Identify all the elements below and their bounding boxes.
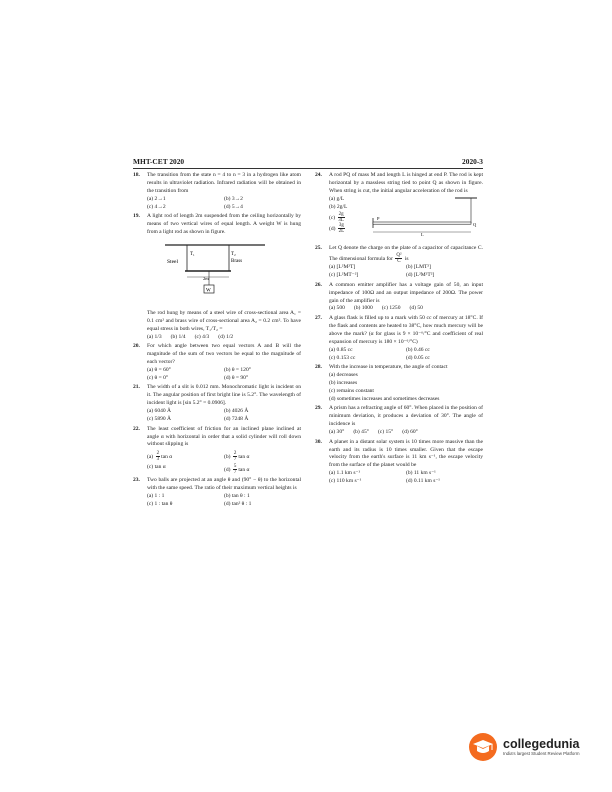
- option-d: (d) [L²M²T²]: [406, 272, 435, 279]
- length-label: L: [421, 231, 424, 237]
- header-rule: [133, 168, 483, 169]
- option-c: (c) [L²MT⁻²]: [329, 272, 359, 279]
- option-b: (b) 2g/L: [329, 203, 348, 210]
- page-number: 2020-3: [462, 157, 483, 166]
- point-q-label: Q: [473, 221, 477, 227]
- question-text-2: The rod hung by means of a steel wire of cross-sectional area A₁ = 0.1 cm² and brass wire of cross-sectional area A₂ = 0.2 cm². To have equal stress in both wires, T₁/T₂ =: [147, 309, 301, 332]
- option-c: (c) 4/3: [194, 333, 210, 340]
- right-column: [315, 172, 483, 488]
- option-c: (c) tan α: [147, 464, 166, 471]
- question-text: A glass flask is filled up to a mark with 50 cc of mercury at 18°C. If the flask and contents are heated to 38°C, how much mercury will be above the mark? (α for glass is 9 × 10⁻⁶/°C and coefficient of real expansion of mercury is 180 × 10⁻⁶/°C): [329, 315, 483, 345]
- option-d: (d) 50: [409, 305, 423, 312]
- steel-label: Steel: [167, 258, 178, 265]
- question-28: 28. With the increase in temperature, the angle of contact (a) decreases (b) increases (c) remains constant (d) sometimes increases and sometimes decreases: [315, 364, 483, 404]
- option-a: (a) [L²M²T]: [329, 264, 356, 271]
- option-a: (a) 500: [329, 305, 345, 312]
- brand-tagline: India's largest Student Review Platform: [503, 750, 580, 756]
- question-text: A light rod of length 2m suspended from the ceiling horizontally by means of two vertical wires of equal length. A weight W is hung from a light rod as shown in figure.: [147, 213, 301, 236]
- question-27: 27. A glass flask is filled up to a mark with 50 cc of mercury at 18°C. If the flask and contents are heated to 38°C, how much mercury will be above the mark? (α for glass is 9 × 10⁻⁶/°C and coefficient of real expansion of mercury is 180 × 10⁻⁶/°C) (a) 0.85 cc (b) 0.46 cc (c) 0.153 cc (d) 0.05 cc: [315, 315, 483, 361]
- option-c: (c) 1 : tan θ: [147, 500, 173, 507]
- option-b: (b) [LMT²]: [406, 264, 431, 271]
- question-22: 22. The least coefficient of friction for an inclined plane inclined at angle α with horizontal in order that a solid cylinder will roll down without slipping is (a) $\frac{2}{3}$ tan α (b) $\frac{2}{7}$ tan α (c) tan α (d) $\frac{5}{7}$ tan α: [133, 425, 301, 476]
- option-a: (a) 1 : 1: [147, 492, 165, 499]
- question-30: 30. A planet in a distant solar system is 10 times more massive than the earth and its radius is 10 times smaller. Given that the escape velocity from the earth's surface is 11 km s⁻¹, the escape velocity from the surface of the planet would be (a) 1.1 km s⁻¹ (b) 11 km s⁻¹ (c) 110 km s⁻¹ (d) 0.11 km s⁻¹: [315, 438, 483, 485]
- question-26: 26. A common emitter amplifier has a voltage gain of 50, an input impedance of 100Ω and an output impedance of 200Ω. The power gain of the amplifier is (a) 500 (b) 1000 (c) 1250 (d) 50: [315, 281, 483, 312]
- option-c: (c) 110 km s⁻¹: [329, 478, 362, 485]
- option-a: (a) 1.1 km s⁻¹: [329, 470, 361, 477]
- question-text: The least coefficient of friction for an inclined plane inclined at angle α with horizontal in order that a solid cylinder will roll down without slipping is: [147, 425, 301, 448]
- option-c: (c) 5890 Å: [147, 416, 172, 423]
- length-label: 2m: [203, 275, 209, 281]
- option-b: (b) increases: [329, 379, 358, 386]
- t1-label: T₁: [190, 251, 195, 257]
- option-a: (a) g/L: [329, 195, 345, 202]
- rod-wires-figure: [147, 241, 297, 303]
- option-b: (b) 45°: [353, 429, 369, 436]
- left-column: [133, 172, 301, 510]
- question-text: The transition from the state n = 4 to n = 3 in a hydrogen like atom results in ultraviolet radiation. Infrared radiation will be obtained in the transition from: [147, 172, 301, 194]
- option-d: (d) 60°: [402, 429, 418, 436]
- option-a: (a) 2→1: [147, 195, 166, 202]
- option-d: (d) θ = 90°: [224, 374, 249, 381]
- question-20: 20. For which angle between two equal vectors A and B will the magnitude of the sum of two vectors be equal to the magnitude of each vector? (a) θ = 60° (b) θ = 120° (c) θ = 0° (d) θ = 90°: [133, 343, 301, 381]
- option-b: (b) 3→2: [224, 195, 243, 202]
- option-b: (b) 0.46 cc: [406, 346, 430, 353]
- question-text: The width of a slit is 0.012 mm. Monochromatic light is incident on it. The angular position of first bright line is 5.2°. The wavelength of incident light is [sin 5.2° = 0.0906].: [147, 384, 301, 407]
- option-b: (b) 1000: [353, 305, 373, 312]
- option-a: (a) 30°: [329, 429, 345, 436]
- q2-over-c: $\frac{\text{Q²}}{C}$: [396, 253, 402, 265]
- option-d: (d) 0.11 km s⁻¹: [406, 478, 440, 485]
- graduation-cap-icon: [468, 732, 498, 762]
- question-29: 29. A prism has a refracting angle of 60°. When placed in the position of minimum deviation, it produces a deviation of 30°. The angle of incidence is (a) 30° (b) 45° (c) 15° (d) 60°: [315, 405, 483, 436]
- option-d: (d) 7248 Å: [224, 416, 249, 423]
- option-a: (a) decreases: [329, 372, 358, 379]
- question-text: Let Q denote the charge on the plate of a capacitor of capacitance C. The dimensional formula for: [329, 245, 483, 263]
- option-d: (d) 0.05 cc: [406, 354, 430, 361]
- option-c: (c) $\frac{2g}{3L}$: [329, 211, 344, 223]
- question-18: 18. The transition from the state n = 4 to n = 3 in a hydrogen like atom results in ultraviolet radiation. Infrared radiation will be obtained in the transition from (a) 2→1 (b) 3→2 (c) 4→2 (d) 5→4: [133, 172, 301, 210]
- option-a: (a) 6040 Å: [147, 408, 172, 415]
- option-a: (a) 0.85 cc: [329, 346, 353, 353]
- question-23: 23. Two balls are projected at an angle θ and (90° − θ) to the horizontal with the same speed. The ratio of their maximum vertical heights is (a) 1 : 1 (b) tan θ : 1 (c) 1 : tan θ (d) tan² θ : 1: [133, 476, 301, 507]
- option-d: (d) 1/2: [218, 333, 234, 340]
- hinged-rod-figure: [363, 196, 481, 244]
- question-text: Two balls are projected at an angle θ and (90° − θ) to the horizontal with the same speed. The ratio of their maximum vertical heights is: [147, 476, 301, 491]
- option-d: (d) $\frac{5}{7}$ tan α: [224, 464, 250, 476]
- option-c: (c) remains constant: [329, 387, 374, 394]
- option-d: (d) tan² θ : 1: [224, 500, 252, 507]
- option-b: (b) 11 km s⁻¹: [406, 470, 436, 477]
- t2-label: T₂: [231, 251, 236, 257]
- question-text: A common emitter amplifier has a voltage gain of 50, an input impedance of 100Ω and an output impedance of 200Ω. The power gain of the amplifier is: [329, 281, 483, 304]
- option-c: (c) 1250: [381, 305, 401, 312]
- question-25: 25. Let Q denote the charge on the plate of a capacitor of capacitance C. The dimensional formula for $\frac{\text{Q²}}{C}$ is (a) [L²M²T] (b) [LMT²] (c) [L²MT⁻²] (d) [L²M²T²]: [315, 245, 483, 279]
- option-b: (b) 1/4: [170, 333, 186, 340]
- question-21: 21. The width of a slit is 0.012 mm. Monochromatic light is incident on it. The angular position of first bright line is 5.2°. The wavelength of incident light is [sin 5.2° = 0.0906]. (a) 6040 Å (b) 4026 Å (c) 5890 Å (d) 7248 Å: [133, 384, 301, 423]
- question-text: A rod PQ of mass M and length L is hinged at end P. The rod is kept horizontal by a massless string tied to point Q as shown in figure. When string is cut, the initial angular acceleration of the rod is: [329, 172, 483, 194]
- page-header: [133, 157, 483, 166]
- question-text: A planet in a distant solar system is 10 times more massive than the earth and its radius is 10 times smaller. Given that the escape velocity from the earth's surface is 11 km s⁻¹, the escape velocity from the surface of the planet would be: [329, 438, 483, 469]
- option-c: (c) 15°: [377, 429, 394, 436]
- option-a: (a) $\frac{2}{3}$ tan α: [147, 451, 173, 463]
- question-19: 19. A light rod of length 2m suspended from the ceiling horizontally by means of two vertical wires of equal length. A weight W is hung from a light rod as shown in figure. Steel T₁ T₂ Brass 2m W The rod hung by means of a steel wire of cross-sectional area A₁ = 0.1 cm² and brass wire of cross-sectional area A₂ = 0.2 cm². To have equal stress in both wires, T₁/T₂ = (a) 1/3 (b) 1/4 (c) 4/3 (d) 1/2: [133, 213, 301, 340]
- option-b: (b) $\frac{2}{7}$ tan α: [224, 451, 250, 463]
- option-b: (b) tan θ : 1: [224, 492, 250, 499]
- question-24: 24. A rod PQ of mass M and length L is hinged at end P. The rod is kept horizontal by a massless string tied to point Q as shown in figure. When string is cut, the initial angular acceleration of the rod is (a) g/L (b) 2g/L (c) $\frac{2g}{3L}$ (d) $\frac{3g}{2L}$ P Q L: [315, 172, 483, 244]
- question-text: A prism has a refracting angle of 60°. When placed in the position of minimum deviation, it produces a deviation of 30°. The angle of incidence is: [329, 405, 483, 428]
- option-c: (c) θ = 0°: [147, 374, 169, 381]
- point-p-label: P: [377, 215, 380, 221]
- option-a: (a) 1/3: [147, 333, 162, 340]
- brass-label: Brass: [231, 258, 243, 264]
- exam-title: MHT-CET 2020: [133, 157, 185, 166]
- brand-name: collegedunia: [503, 737, 580, 752]
- collegedunia-logo[interactable]: [468, 732, 580, 762]
- option-a: (a) θ = 60°: [147, 366, 171, 373]
- option-c: (c) 4→2: [147, 203, 166, 210]
- option-d: (d) 5→4: [224, 203, 243, 210]
- option-b: (b) θ = 120°: [224, 366, 251, 373]
- option-d: (d) $\frac{3g}{2L}$: [329, 222, 345, 234]
- weight-label: W: [206, 288, 211, 294]
- question-text: With the increase in temperature, the angle of contact: [329, 364, 448, 371]
- question-text: For which angle between two equal vectors A and B will the magnitude of the sum of two vectors be equal to the magnitude of each vector?: [147, 343, 301, 366]
- option-c: (c) 0.153 cc: [329, 354, 356, 361]
- option-b: (b) 4026 Å: [224, 408, 249, 415]
- option-d: (d) sometimes increases and sometimes decreases: [329, 395, 440, 402]
